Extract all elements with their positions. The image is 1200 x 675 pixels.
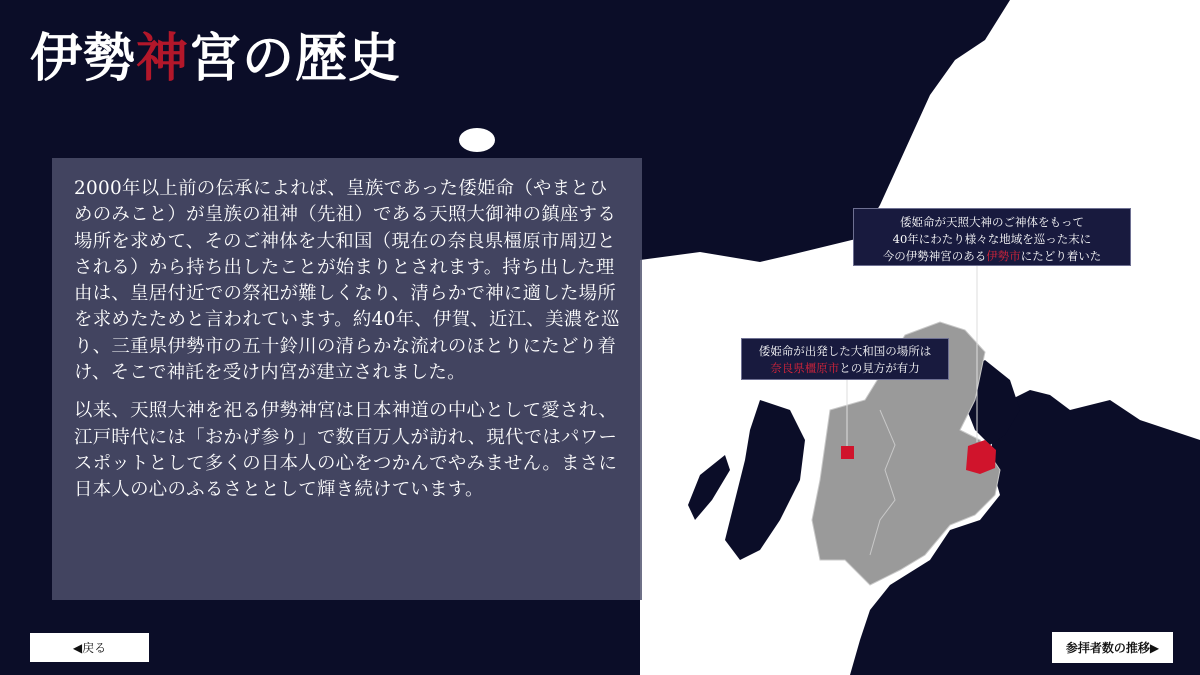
history-text [74, 176, 626, 516]
callout-text: 今の伊勢神宮のある [882, 249, 987, 263]
callout-ise-city [853, 208, 1131, 266]
callout-highlight: 奈良県橿原市 [770, 361, 840, 375]
title-accent: 神 [136, 28, 190, 89]
island [459, 128, 495, 152]
callout-text: との見方が有力 [839, 361, 920, 375]
callout-highlight: 伊勢市 [986, 249, 1021, 263]
callout-kashihara [741, 338, 949, 380]
callout-line: 倭姫命が出発した大和国の場所は [758, 344, 932, 358]
callout-line: 倭姫命が天照大神のご神体をもって [900, 215, 1084, 229]
kashihara-marker [841, 446, 854, 459]
callout-text: にたどり着いた [1020, 249, 1102, 263]
callout-line [854, 248, 1130, 265]
back-button[interactable]: ◀戻る [29, 632, 150, 663]
callout-line: 40年にわたり様々な地域を巡った末に [892, 232, 1092, 246]
callout-line [742, 360, 948, 377]
page-title [30, 24, 401, 94]
paragraph-legacy: 以来、天照大神を祀る伊勢神宮は日本神道の中心として愛され、江戸時代には「おかげ参り」で数百万人が訪れ、現代ではパワースポットとして多くの日本人の心をつかんでやみません。まさに日本人の心のふるさととして輝き続けています。 [74, 400, 618, 501]
title-prefix: 伊勢 [30, 28, 137, 89]
next-visitor-trend-button[interactable]: 参拝者数の推移▶ [1052, 632, 1173, 663]
paragraph-origin: 2000年以上前の伝承によれば、皇族であった倭姫命（やまとひめのみこと）が皇族の祖神（先祖）である天照大御神の鎮座する場所を求めて、そのご神体を大和国（現在の奈良県橿原市周辺とされる）から持ち出したことが始まりとされます。持ち出した理由は、皇居付近での祭祀が難しくなり、清らかで神に適した場所を求めたためと言われています。約40年、伊賀、近江、美濃を巡り、三重県伊勢市の五十鈴川の清らかな流れのほとりにたどり着け、そこで神託を受け内宮が建立されました。 [74, 178, 620, 384]
title-suffix: 宮の歴史 [189, 28, 402, 89]
island [1040, 4, 1120, 36]
